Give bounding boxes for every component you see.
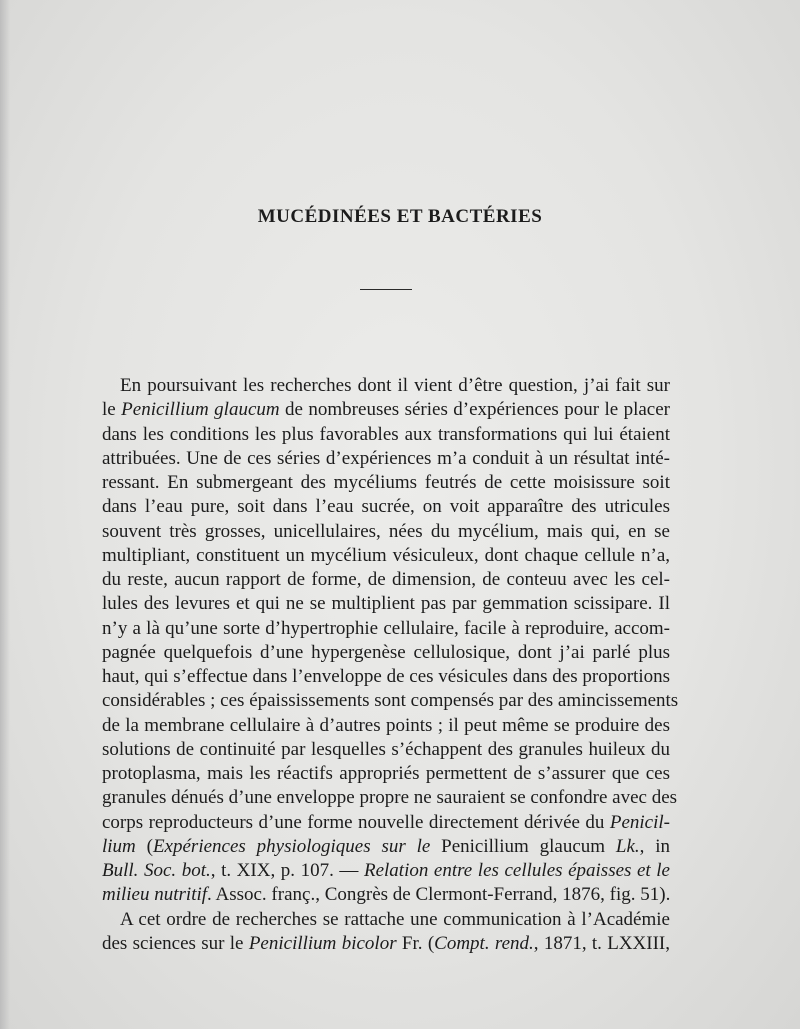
text-run: granules dénués d’une enveloppe propre ne sauraient se confondre avec des	[102, 787, 678, 809]
text-line	[102, 908, 670, 932]
text-run: considérables ; ces épaississements sont compensés par des amincissements	[102, 690, 679, 712]
text-line	[102, 932, 670, 956]
text-line	[102, 689, 679, 713]
text-line	[102, 423, 670, 447]
text-line	[102, 520, 670, 544]
text-run: , t. XIX, p. 107. —	[210, 860, 364, 881]
text-run: le	[102, 399, 122, 421]
text-run: pagnée quelquefois d’une hypergenèse cellulosique, dont j’ai parlé plus	[102, 641, 670, 663]
text-run: Fr. (	[396, 932, 435, 954]
text-line	[102, 398, 670, 422]
text-run: corps reproducteurs d’une forme nouvelle directement dérivée du	[102, 811, 610, 833]
text-run: (	[135, 835, 153, 857]
text-line	[102, 786, 678, 810]
italic-text-run: Penicillium bicolor	[248, 932, 397, 954]
text-run: n’y a là qu’une sorte d’hypertrophie cellulaire, facile à reproduire, accom-	[102, 617, 670, 639]
text-line	[102, 835, 670, 859]
text-run: protoplasma, mais les réactifs appropriés permettent de s’assurer que ces	[102, 763, 670, 784]
italic-text-run: lium	[102, 835, 136, 857]
italic-text-run: Relation entre les cellules épaisses et le	[363, 860, 670, 881]
text-run: A cet ordre de recherches se rattache une communication à l’Académie	[120, 908, 670, 930]
page-edge-shadow	[0, 0, 10, 1029]
text-line	[102, 641, 670, 665]
text-line	[102, 714, 670, 738]
text-run: ressant. En submergeant des mycéliums feutrés de cette moisissure soit	[102, 472, 670, 493]
text-line	[102, 495, 670, 519]
text-run: dans l’eau pure, soit dans l’eau sucrée, on voit apparaître des utricules	[102, 496, 670, 518]
text-run: Penicillium glaucum	[430, 835, 616, 857]
text-line	[102, 859, 670, 883]
italic-text-run: Penicil-	[609, 811, 670, 833]
text-line	[102, 592, 670, 616]
text-run: attribuées. Une de ces séries d’expériences m’a conduit à un résultat inté-	[102, 447, 670, 469]
italic-text-run: Penicillium glaucum	[121, 399, 280, 421]
body-text	[102, 374, 679, 956]
italic-text-run: Lk.	[615, 835, 640, 857]
text-run: du reste, aucun rapport de forme, de dimension, de conteuu avec les cel-	[102, 569, 670, 590]
chapter-title: MUCÉDINÉES ET BACTÉRIES	[257, 206, 543, 227]
title-separator-rule	[360, 289, 412, 290]
text-line	[102, 374, 670, 398]
text-line	[102, 762, 670, 786]
text-run: . Assoc. franç., Congrès de Clermont-Ferrand, 1876, fig. 51).	[207, 884, 671, 906]
text-run: multipliant, constituent un mycélium vésiculeux, dont chaque cellule n’a,	[102, 544, 670, 566]
text-run: dans les conditions les plus favorables aux transformations qui lui étaient	[102, 423, 670, 445]
text-line	[102, 471, 670, 495]
text-line	[102, 883, 670, 907]
text-run: souvent très grosses, unicellulaires, nées du mycélium, mais qui, en se	[102, 520, 670, 542]
text-run: des sciences sur le	[102, 932, 249, 954]
text-line	[102, 617, 670, 641]
text-line	[102, 738, 670, 762]
text-run: lules des levures et qui ne se multiplient pas par gemmation scissipare. Il	[102, 593, 670, 615]
text-run: solutions de continuité par lesquelles s’échappent des granules huileux du	[102, 738, 670, 760]
text-run: haut, qui s’effectue dans l’enveloppe de ces vésicules dans des proportions	[102, 666, 670, 687]
italic-text-run: Bull. Soc. bot.	[102, 860, 211, 881]
text-line	[102, 447, 670, 471]
text-run: , 1871, t. LXXIII,	[533, 932, 671, 954]
text-run: de la membrane cellulaire à d’autres points ; il peut même se produire des	[102, 714, 670, 736]
italic-text-run: Compt. rend.	[434, 932, 534, 954]
italic-text-run: milieu nutritif	[102, 884, 208, 906]
text-run: En poursuivant les recherches dont il vient d’être question, j’ai fait sur	[120, 375, 670, 396]
text-run: , in	[639, 835, 670, 857]
text-line	[102, 665, 670, 689]
text-run: de nombreuses séries d’expériences pour le placer	[279, 399, 671, 421]
text-line	[102, 544, 670, 568]
italic-text-run: Expériences physiologiques sur le	[152, 835, 431, 857]
text-line	[102, 568, 670, 592]
text-line	[102, 811, 670, 835]
